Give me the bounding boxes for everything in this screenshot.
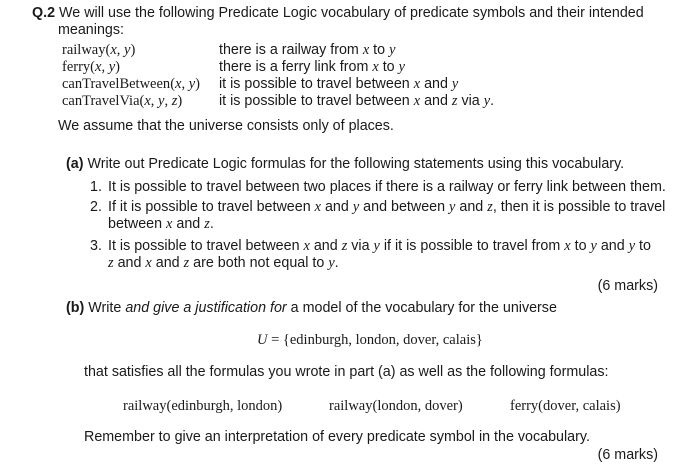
- part-a-item-1: 1. It is possible to travel between two places if there is a railway or ferry link between them.: [90, 179, 666, 195]
- universe-assumption: We assume that the universe consists only of places.: [58, 118, 394, 134]
- part-a-item-3: 3. It is possible to travel between x and z via y if it is possible to travel from x to y and y to: [90, 238, 651, 254]
- formula-3: ferry(dover, calais): [510, 398, 621, 414]
- predicate-railway: railway(x, y): [62, 42, 136, 58]
- part-b-reminder: Remember to give an interpretation of every predicate symbol in the vocabulary.: [84, 429, 590, 445]
- part-b-heading: (b) Write and give a justification for a model of the vocabulary for the universe: [66, 300, 557, 316]
- predicate-ferry: ferry(x, y): [62, 59, 120, 75]
- part-a-heading: (a) Write out Predicate Logic formulas for the following statements using this vocabulary.: [66, 156, 625, 172]
- formula-1: railway(edinburgh, london): [123, 398, 283, 414]
- part-b-instruction: that satisfies all the formulas you wrote in part (a) as well as the following formulas:: [84, 364, 609, 380]
- meaning-ferry: there is a ferry link from x to y: [219, 59, 405, 75]
- meaning-can-travel-between: it is possible to travel between x and y: [219, 76, 459, 92]
- question-intro-line1: [32, 4, 644, 22]
- predicate-can-travel-via: canTravelVia(x, y, z): [62, 93, 183, 109]
- part-a-item-3-cont: z and x and z are both not equal to y.: [108, 255, 339, 271]
- question-number: Q.2: [32, 5, 56, 21]
- part-b-marks: (6 marks): [597, 447, 658, 463]
- part-a-marks: (6 marks): [597, 278, 658, 294]
- question-intro-line2: meanings:: [58, 22, 124, 38]
- universe-definition: U = {edinburgh, london, dover, calais}: [257, 332, 483, 348]
- question-intro-text: We will use the following Predicate Logic vocabulary of predicate symbols and their intended: [59, 5, 644, 21]
- formula-2: railway(london, dover): [329, 398, 463, 414]
- part-a-item-2: 2. If it is possible to travel between x and y and between y and z, then it is possible to travel: [90, 199, 666, 215]
- meaning-railway: there is a railway from x to y: [219, 42, 396, 58]
- part-a-item-2-cont: between x and z.: [108, 216, 214, 232]
- predicate-can-travel-between: canTravelBetween(x, y): [62, 76, 200, 92]
- meaning-can-travel-via: it is possible to travel between x and z via y.: [219, 93, 495, 109]
